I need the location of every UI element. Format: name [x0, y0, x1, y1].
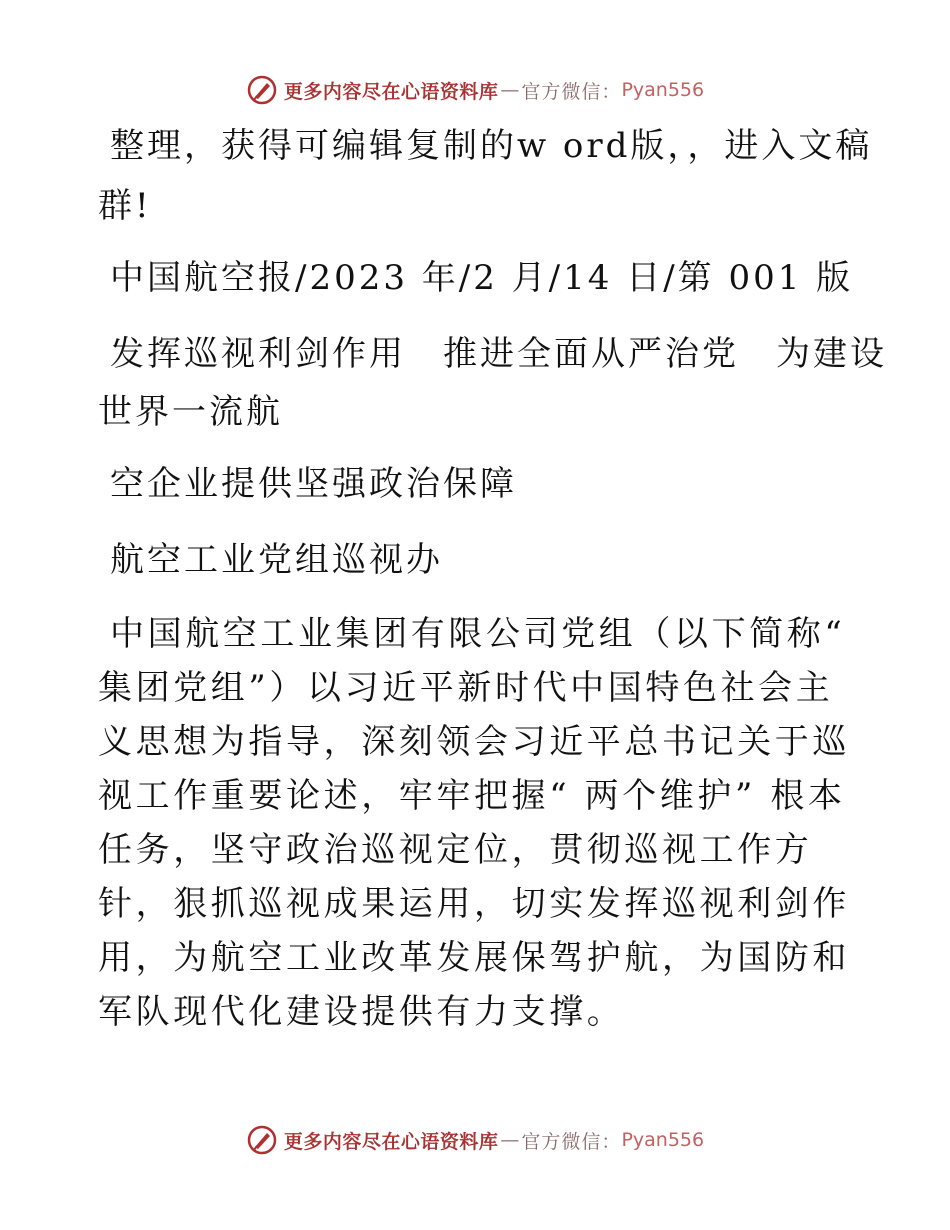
source-line: 中国航空报/2023 年/2 月/14 日/第 001 版 — [110, 258, 854, 298]
subtitle-line: 空企业提供坚强政治保障 — [110, 464, 517, 504]
body-paragraph: 中国航空工业集团有限公司党组（以下简称“ 集团党组”）以习近平新时代中国特色社会主义思想为指导，深刻领会习近平总书记关于巡视工作重要论述，牢牢把握“ 两个维护” 根本任务，坚守政治巡视定位，贯彻巡视工作方针，狠抓巡视成果运用，切实发挥巡视利剑作用，为航空工业改革发展保驾护航，为国防和军队现代化建设提供有力支撑。 — [98, 614, 850, 1032]
intro-line-2: 群! — [98, 186, 152, 226]
author-line: 航空工业党组巡视办 — [110, 540, 443, 580]
watermark-label: 官方微信： — [521, 80, 622, 103]
watermark-dash: — — [500, 1129, 520, 1151]
title-line-2: 世界一流航 — [98, 392, 283, 432]
watermark-account: Pyan556 — [621, 79, 705, 101]
watermark-main-text: 更多内容尽在心语资料库 — [283, 80, 499, 103]
watermark-label: 官方微信： — [521, 1130, 622, 1153]
quill-logo-icon — [246, 1124, 278, 1156]
watermark-dash: — — [500, 79, 520, 101]
quill-logo-icon — [246, 74, 278, 106]
header-watermark — [0, 70, 950, 110]
title-line-1: 发挥巡视利剑作用 推进全面从严治党 为建设 — [110, 334, 887, 374]
watermark-account: Pyan556 — [621, 1129, 705, 1151]
intro-line-1: 整理，获得可编辑复制的w ord版，，进入文稿 — [110, 126, 873, 166]
watermark-main-text: 更多内容尽在心语资料库 — [283, 1130, 499, 1153]
footer-watermark — [0, 1120, 950, 1160]
